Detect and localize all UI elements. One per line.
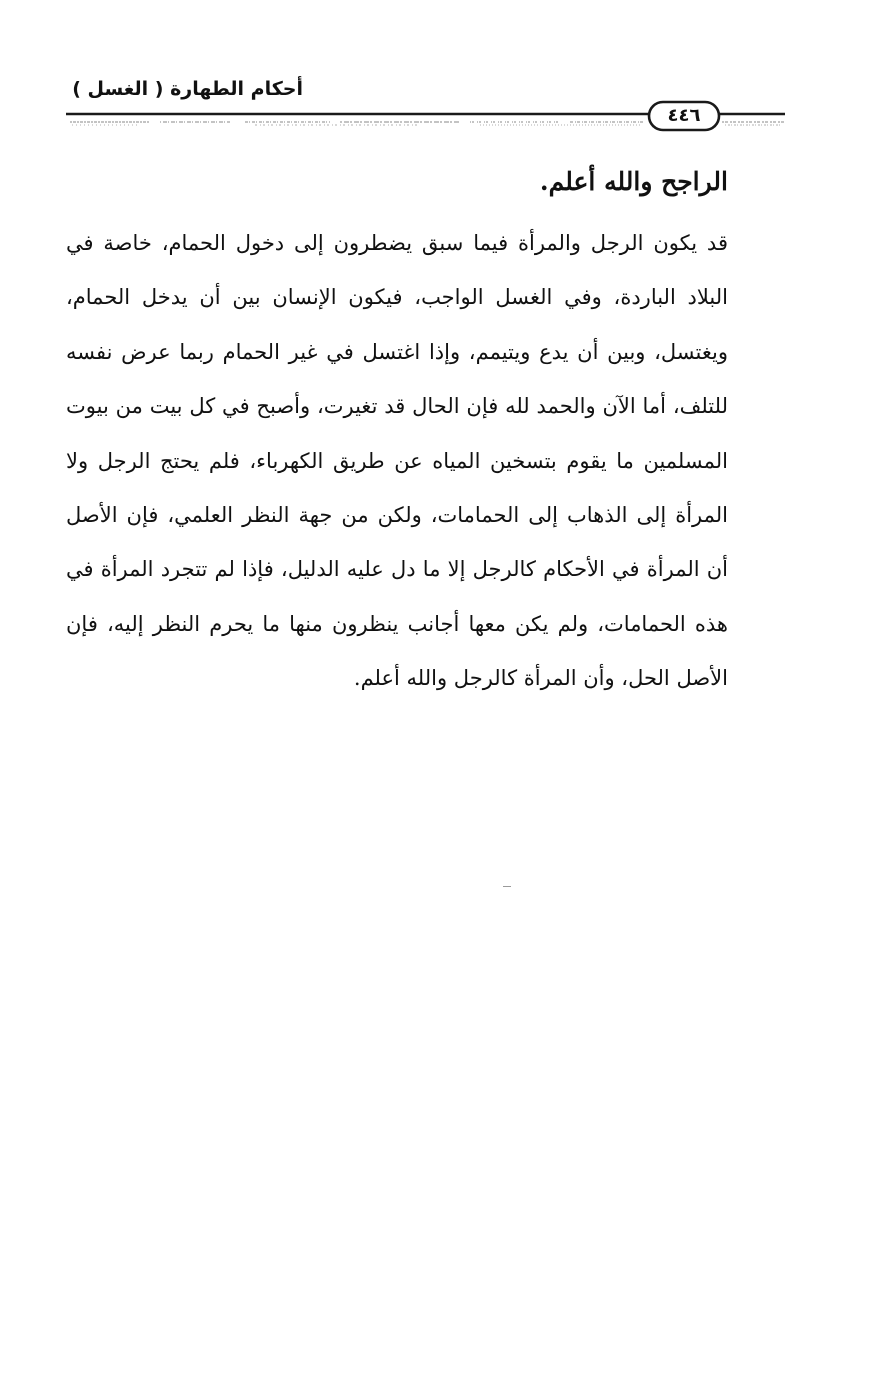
body-paragraph: قد يكون الرجل والمرأة فيما سبق يضطرون إلى دخول الحمام، خاصة في البلاد الباردة، وفي الغسل الواجب، فيكون الإنسان بين أن يدخل الحمام، ويغتسل، وبين أن يدع ويتيمم، وإذا اغتسل في غير الحمام ربما عرض نفسه للتلف، أما الآن والحمد لله فإن الحال قد تغيرت، وأصبح في كل بيت من بيوت المسلمين ما يقوم بتسخين المياه عن طريق الكهرباء، فلم يحتج الرجل ولا المرأة إلى الذهاب إلى الحمامات، ولكن من جهة النظر العلمي، فإن الأصل أن المرأة في الأحكام كالرجل إلا ما دل عليه الدليل، فإذا لم تتجرد المرأة في هذه الحمامات، ولم يكن معها أجانب ينظرون منها ما يحرم النظر إليه، فإن الأصل الحل، وأن المرأة كالرجل والله أعلم. bbox=[66, 231, 728, 691]
scan-speck bbox=[503, 886, 511, 887]
header-rule-ornament bbox=[0, 98, 873, 138]
page-number: ٤٤٦ bbox=[667, 105, 701, 126]
section-heading: الراجح والله أعلم. bbox=[539, 167, 728, 196]
running-header-title: أحكام الطهارة ( الغسل ) bbox=[72, 78, 303, 100]
body-text bbox=[66, 216, 728, 706]
